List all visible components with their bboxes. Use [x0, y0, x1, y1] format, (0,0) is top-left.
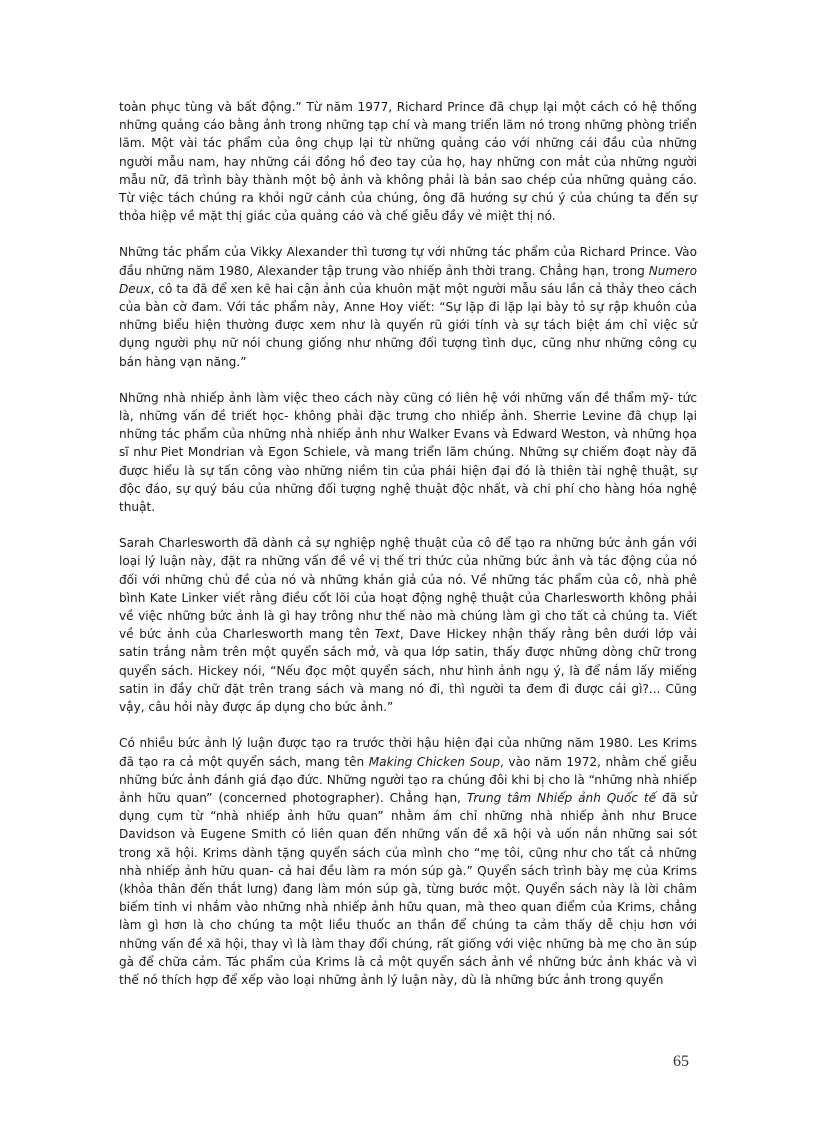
paragraph-text: , Dave Hickey nhận thấy rằng bên dưới lớp vải satin trắng nằm trên một quyển sách mở, và qua lớp satin, thấy được những dòng chữ trong quyển sách. Hickey nói, “Nếu đọc một quyển sách, như hình ảnh ngụ ý, là để nắm lấy miếng satin in đầy chữ đặt trên trang sách và mang nó đi, thì người ta đem đi được cái gì?... Cũng vậy, câu hỏi này được áp dụng cho bức ảnh.” — [119, 627, 698, 715]
paragraph-text: , cô ta đã để xen kẽ hai cận ảnh của khuôn mặt một người mẫu sáu lần cả thảy theo cách của bàn cờ đam. Với tác phẩm này, Anne Hoy viết: “Sự lặp đi lặp lại bày tỏ sự rập khuôn của những biểu hiện thường được xem như là quyến rũ giới tính và sự tách biệt ám chỉ việc sử dụng người phụ nữ nói chung giống như những đối tượng tình dục, cũng như những công cụ bán hàng vạn năng.” — [119, 281, 697, 369]
artwork-title: Numero Deux — [119, 263, 697, 296]
paragraph-text: Sarah Charlesworth đã dành cả sự nghiệp nghệ thuật của cô để tạo ra những bức ảnh gắn với loại lý luận này, đặt ra những vấn đề về vị thế tri thức của những bức ảnh và tác động của nó đối với những chủ đề của nó và những khán giả của nó. Về những tác phẩm của cô, nhà phê bình Kate Linker viết rằng điều cốt lõi của hoạt động nghệ thuật của Charlesworth không phải về việc những bức ảnh là gì hay trông như thế nào mà chúng làm gì cho tất cả chúng ta. Viết về bức ảnh của Charlesworth mang tên — [119, 536, 697, 642]
paragraph-2 — [119, 243, 697, 370]
book-title: Making Chicken Soup — [368, 754, 501, 769]
paragraph-text: Những nhà nhiếp ảnh làm việc theo cách này cũng có liên hệ với những vấn đề thẩm mỹ- tức là, những vấn đề triết học- không phải đặc trưng cho nhiếp ảnh. Sherrie Levine đã chụp lại những tác phẩm của những nhà nhiếp ảnh như Walker Evans và Edward Weston, và những họa sĩ như Piet Mondrian và Egon Schiele, và mang triển lãm chúng. Những sự chiếm đoạt này đã được hiểu là sự tấn công vào những niềm tin của phái hiện đại đó là thiên tài nghệ thuật, sự độc đáo, sự quý báu của những đối tượng nghệ thuật độc nhất, và chi phí cho hàng hóa nghệ thuật. — [119, 390, 697, 515]
body-text — [119, 98, 697, 1007]
artwork-title: Text — [374, 627, 400, 642]
paragraph-text: Có nhiều bức ảnh lý luận được tạo ra trước thời hậu hiện đại của những năm 1980. Les Krims đã tạo ra cả một quyển sách, mang tên — [119, 736, 697, 769]
paragraph-5 — [119, 734, 697, 989]
organization-name: Trung tâm Nhiếp ảnh Quốc tế — [466, 790, 657, 805]
paragraph-1 — [119, 98, 697, 225]
paragraph-text: đã sử dụng cụm từ “nhà nhiếp ảnh hữu quan” nhằm ám chỉ những nhà nhiếp ảnh như Bruce Davidson và Eugene Smith có liên quan đến những vấn đề xã hội và uốn nắn những sai sót trong xã hội. Krims dành tặng quyển sách của mình cho “mẹ tôi, cũng như cho tất cả những nhà nhiếp ảnh hữu quan- cả hai đều làm ra món súp gà.” Quyển sách trình bày mẹ của Krims (khỏa thân đến thắt lưng) đang làm món súp gà, từng bước một. Quyển sách này là lời châm biếm tinh vi nhắm vào những nhà nhiếp ảnh hữu quan, mà theo quan điểm của Krims, chẳng làm gì hơn là cho chúng ta một liều thuốc an thần để chúng ta cảm thấy dễ chịu hơn với những vấn đề xã hội, thay vì là làm thay đổi chúng, rất giống với việc những bà mẹ cho ăn súp gà để chữa cảm. Tác phẩm của Krims là cả một quyển sách ảnh về những bức ảnh khác và vì thế nó thích hợp để xếp vào loại những ảnh lý luận này, dù là những bức ảnh trong quyển — [119, 790, 697, 987]
paragraph-text: toàn phục tùng và bất động.” Từ năm 1977, Richard Prince đã chụp lại một cách có hệ thống những quảng cáo bằng ảnh trong những tạp chí và mang triển lãm nó trong những phòng triển lãm. Một vài tác phẩm của ông chụp lại từ những quảng cáo với những cái đầu của những người mẫu nam, hay những cái đồng hồ đeo tay của họ, hay những con mắt của những người mẫu nữ, đã trình bày thành một bộ ảnh và không phải là bản sao chép của những quảng cáo. Từ việc tách chúng ra khỏi ngữ cảnh của chúng, ông đã hướng sự chú ý của chúng ta đến sự thỏa hiệp về mặt thị giác của quảng cáo và chế giễu đầy vẻ miệt thị nó. — [119, 100, 697, 224]
paragraph-text: , vào năm 1972, nhằm chế giễu những bức ảnh đánh giá đạo đức. Những người tạo ra chúng đôi khi bị cho là “những nhà nhiếp ảnh hữu quan” (concerned photographer). Chẳng hạn, — [119, 754, 697, 805]
paragraph-3 — [119, 389, 697, 516]
page-number: 65 — [673, 1053, 689, 1070]
paragraph-4 — [119, 534, 697, 716]
paragraph-text: Những tác phẩm của Vikky Alexander thì tương tự với những tác phẩm của Richard Prince. Vào đầu những năm 1980, Alexander tập trung vào nhiếp ảnh thời trang. Chẳng hạn, trong — [119, 245, 697, 278]
